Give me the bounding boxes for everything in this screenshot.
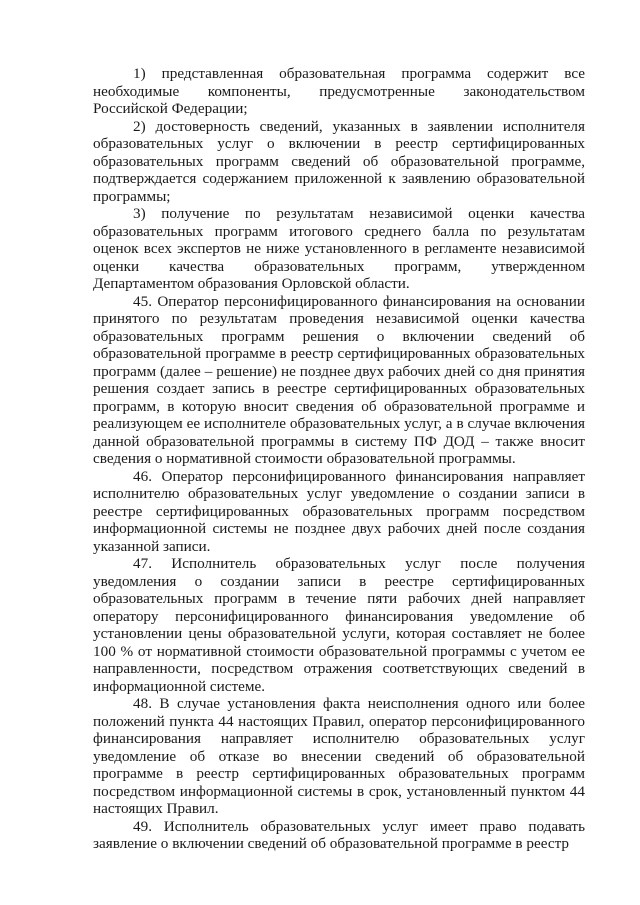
paragraph-45: 45. Оператор персонифицированного финансирования на основании принятого по результатам проведения независимой оценки качества образовательных программ решения о включении сведений об образовательной программе в реестр сертифицированных образовательных программ (далее – решение) не позднее двух рабочих дней со дня принятия решения создает запись в реестре сертифицированных образовательных программ, в которую вносит сведения об образовательной программе и реализующем ее исполнителе образовательных услуг, а в случае включения данной образовательной программы в систему ПФ ДОД – также вносит сведения о нормативной стоимости образовательной программы.	[93, 292, 585, 467]
paragraph-item-1: 1) представленная образовательная программа содержит все необходимые компоненты, предусмотренные законодательством Российской Федерации;	[93, 65, 585, 117]
paragraph-46: 46. Оператор персонифицированного финансирования направляет исполнителю образовательных услуг уведомление о создании записи в реестре сертифицированных образовательных программ посредством информационной системы не позднее двух рабочих дней после создания указанной записи.	[93, 467, 585, 555]
paragraph-47: 47. Исполнитель образовательных услуг после получения уведомления о создании записи в реестре сертифицированных образовательных программ в течение пяти рабочих дней направляет оператору персонифицированного финансирования уведомление об установлении цены образовательной услуги, которая составляет не более 100 % от нормативной стоимости образовательной программы с учетом ее направленности, посредством отражения соответствующих сведений в информационной системе.	[93, 555, 585, 695]
document-body	[93, 65, 585, 853]
paragraph-item-2: 2) достоверность сведений, указанных в заявлении исполнителя образовательных услуг о включении в реестр сертифицированных образовательных программ сведений об образовательной программе, подтверждается содержанием приложенной к заявлению образовательной программы;	[93, 117, 585, 205]
paragraph-48: 48. В случае установления факта неисполнения одного или более положений пункта 44 настоящих Правил, оператор персонифицированного финансирования направляет исполнителю образовательных услуг уведомление об отказе во внесении сведений об образовательной программе в реестр сертифицированных образовательных программ посредством информационной системы в срок, установленный пунктом 44 настоящих Правил.	[93, 695, 585, 817]
paragraph-49: 49. Исполнитель образовательных услуг имеет право подавать заявление о включении сведений об образовательной программе в реестр	[93, 817, 585, 852]
paragraph-item-3: 3) получение по результатам независимой оценки качества образовательных программ итогового среднего балла по результатам оценок всех экспертов не ниже установленного в регламенте независимой оценки качества образовательных программ, утвержденном Департаментом образования Орловской области.	[93, 205, 585, 292]
